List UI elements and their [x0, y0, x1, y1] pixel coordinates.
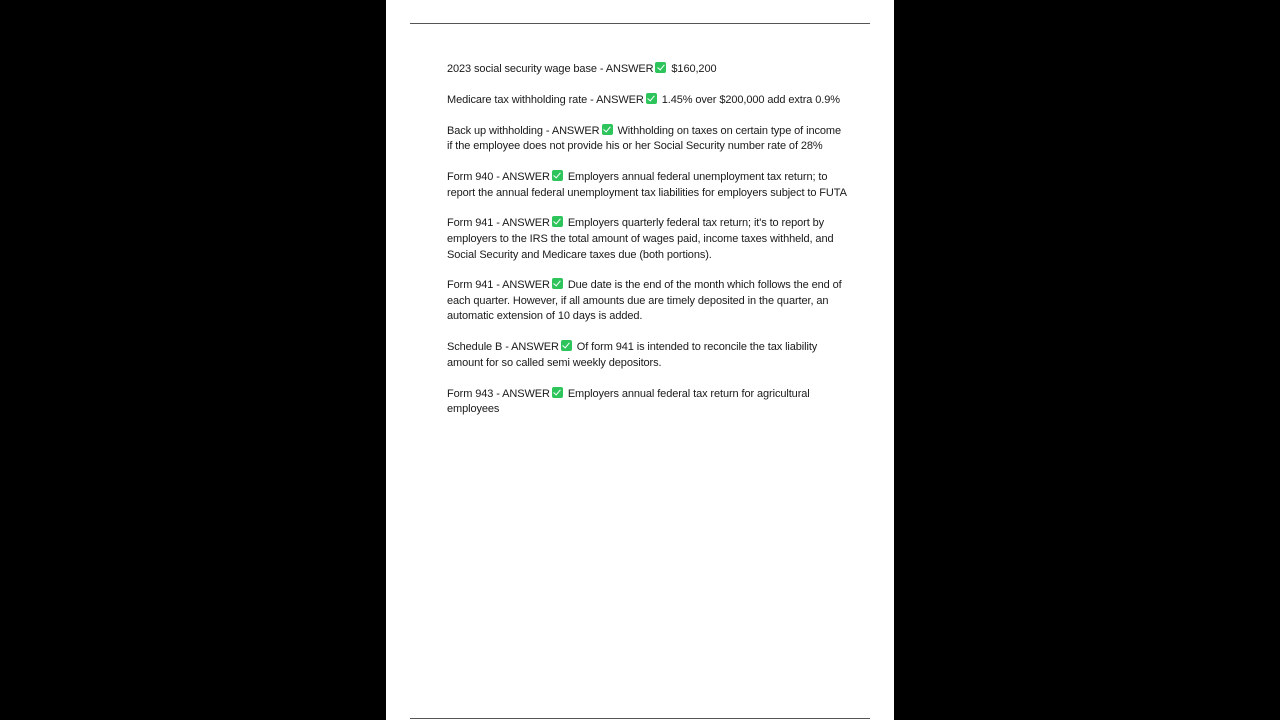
answer-marker: ANSWER — [502, 217, 550, 230]
qa-entry: Form 940 - ANSWER Employers annual federal unemployment tax return; to report the annual federal unemployment tax liabilities for employers subject to FUTA — [447, 170, 847, 199]
check-mark-icon — [552, 170, 563, 181]
qa-list — [447, 62, 849, 418]
check-mark-icon — [552, 387, 563, 398]
check-mark-icon — [552, 216, 563, 227]
qa-entry: Schedule B - ANSWER Of form 941 is intended to reconcile the tax liability amount for so called semi weekly depositors. — [447, 341, 818, 369]
check-mark-icon — [655, 62, 666, 73]
qa-entry: Form 943 - ANSWER Employers annual federal tax return for agricultural employees — [447, 387, 810, 416]
qa-entry: Back up withholding - ANSWER Withholding on taxes on certain type of income if the employee does not provide his or her Social Security number rate of 28% — [447, 124, 841, 153]
qa-entry: Form 941 - ANSWER Employers quarterly federal tax return; it's to report by employers to the IRS the total amount of wages paid, income taxes withheld, and Social Security and Medicare taxes due (both portions). — [447, 217, 834, 261]
entry-answer: Of form 941 is intended to reconcile the tax liability amount for so called semi weekly depositors. — [447, 341, 818, 369]
answer-marker: ANSWER — [605, 63, 654, 75]
entry-answer: Employers annual federal tax return for agricultural employees — [447, 387, 810, 416]
footer-rule — [410, 718, 870, 719]
entry-term: Schedule B — [447, 341, 503, 354]
qa-entry: Form 941 - ANSWER Due date is the end of the month which follows the end of each quarter. However, if all amounts due are timely deposited in the quarter, an automatic extension of 10 days is added. — [447, 279, 842, 323]
answer-marker: ANSWER — [596, 93, 644, 106]
document-page — [386, 0, 894, 720]
check-mark-icon — [602, 124, 613, 135]
answer-marker: ANSWER — [502, 170, 550, 183]
entry-answer: Employers quarterly federal tax return; it's to report by employers to the IRS the total amount of wages paid, income taxes withheld, and Social Security and Medicare taxes due (both portions). — [447, 217, 834, 261]
qa-entry: 2023 social security wage base - ANSWER $160,200 — [447, 63, 717, 75]
entry-term: 2023 social security wage base — [447, 63, 597, 75]
entry-answer: Due date is the end of the month which follows the end of each quarter. However, if all amounts due are timely deposited in the quarter, an automatic extension of 10 days is added. — [447, 279, 842, 323]
check-mark-icon — [561, 340, 572, 351]
check-mark-icon — [646, 93, 657, 104]
entry-answer: 1.45% over $200,000 add extra 0.9% — [661, 93, 840, 106]
entry-term: Form 940 — [447, 170, 494, 183]
entry-term: Medicare tax withholding rate — [447, 93, 588, 106]
answer-marker: ANSWER — [511, 341, 559, 354]
qa-entry: Medicare tax withholding rate - ANSWER 1.45% over $200,000 add extra 0.9% — [447, 93, 840, 106]
entry-term: Form 941 — [447, 279, 494, 292]
entry-answer: Withholding on taxes on certain type of income if the employee does not provide his or her Social Security number rate of 28% — [447, 124, 841, 153]
entry-answer: Employers annual federal unemployment tax return; to report the annual federal unemployment tax liabilities for employers subject to FUTA — [447, 170, 847, 199]
entry-term: Form 941 — [447, 217, 494, 230]
entry-term: Back up withholding — [447, 124, 543, 137]
entry-answer: $160,200 — [671, 63, 717, 75]
answer-marker: ANSWER — [502, 279, 550, 292]
check-mark-icon — [552, 278, 563, 289]
answer-marker: ANSWER — [502, 387, 550, 400]
header-rule — [410, 23, 870, 24]
answer-marker: ANSWER — [551, 124, 600, 137]
entry-term: Form 943 — [447, 387, 494, 400]
